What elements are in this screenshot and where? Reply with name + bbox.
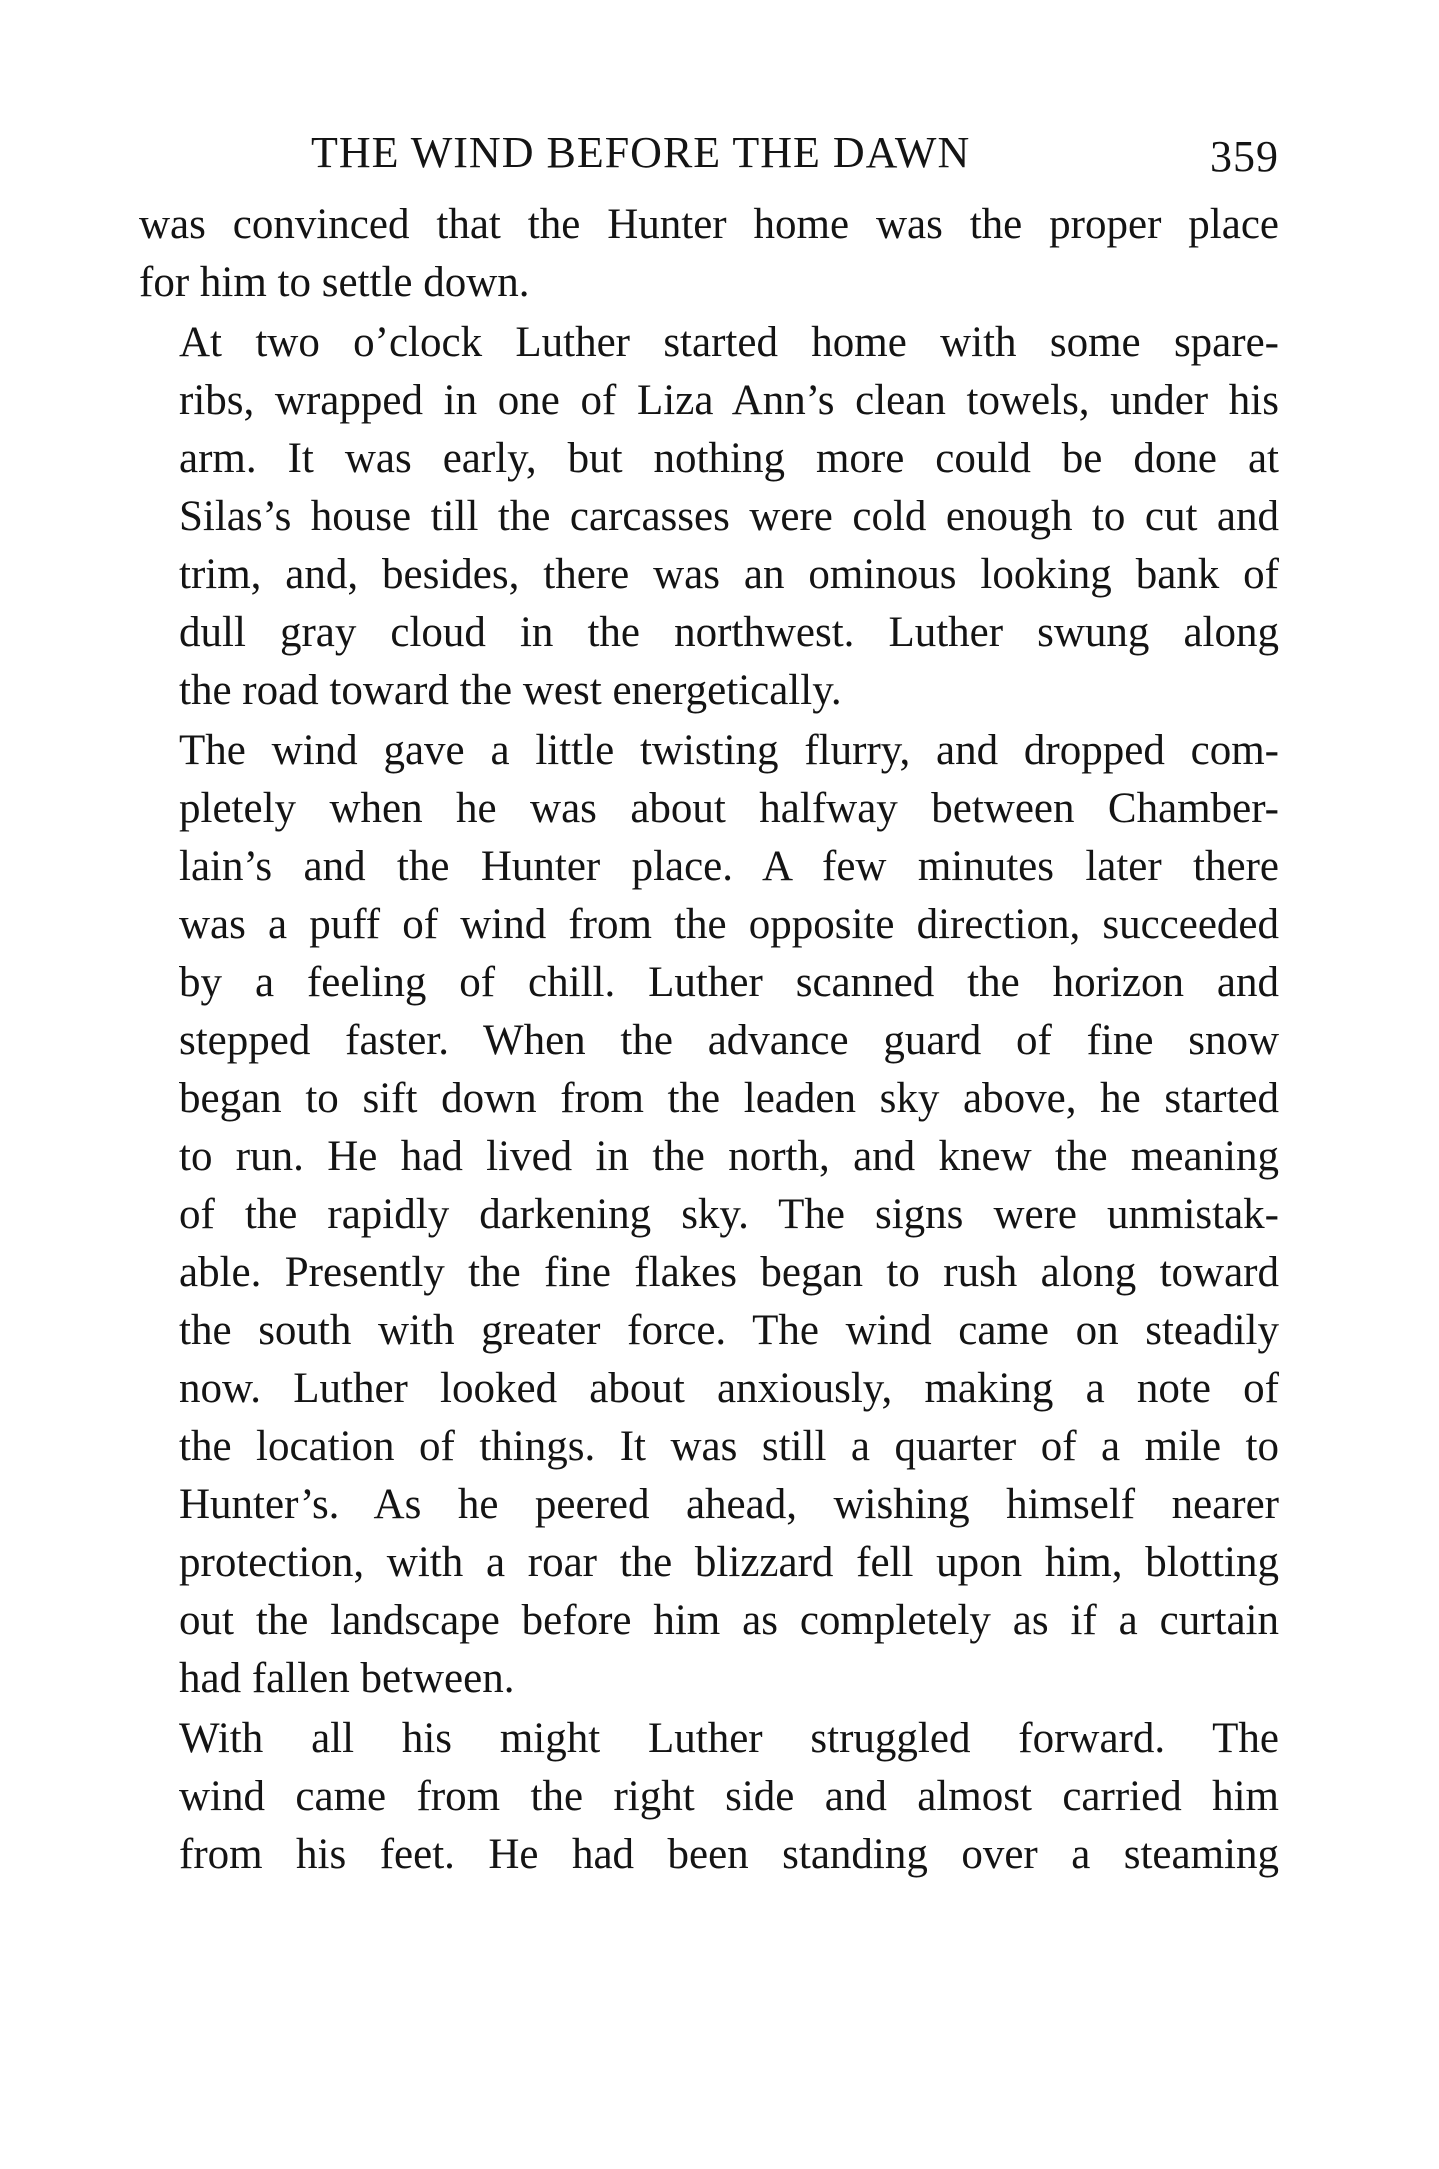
text-line: the location of things. It was still a quarter of a mile to: [179, 1423, 1279, 1470]
paragraph: [139, 196, 1279, 312]
text-line: to run. He had lived in the north, and knew the meaning: [179, 1133, 1279, 1180]
text-line: was a puff of wind from the opposite direction, succeeded: [179, 901, 1279, 948]
text-line: dull gray cloud in the northwest. Luther swung along: [179, 609, 1279, 656]
text-line: of the rapidly darkening sky. The signs were unmistak-: [179, 1191, 1279, 1238]
body-text: [139, 196, 1279, 1884]
text-line: the road toward the west energetically.: [179, 667, 842, 714]
text-line: At two o’clock Luther started home with some spare-: [179, 319, 1279, 366]
text-line: now. Luther looked about anxiously, making a note of: [179, 1365, 1279, 1412]
text-line: out the landscape before him as completely as if a curtain: [179, 1597, 1279, 1644]
text-line: stepped faster. When the advance guard of fine snow: [179, 1017, 1279, 1064]
text-line: began to sift down from the leaden sky above, he started: [179, 1075, 1279, 1122]
running-title: THE WIND BEFORE THE DAWN: [311, 128, 971, 177]
text-line: the south with greater force. The wind came on steadily: [179, 1307, 1279, 1354]
book-page: [139, 118, 1279, 1884]
paragraph: [139, 1710, 1279, 1884]
text-line: arm. It was early, but nothing more could be done at: [179, 435, 1279, 482]
paragraph: [139, 314, 1279, 720]
text-line: from his feet. He had been standing over a steaming: [179, 1831, 1279, 1878]
text-line: wind came from the right side and almost carried him: [179, 1773, 1279, 1820]
text-line: was convinced that the Hunter home was the proper place: [139, 201, 1279, 248]
text-line: Silas’s house till the carcasses were cold enough to cut and: [179, 493, 1279, 540]
page-number: 359: [1210, 132, 1279, 181]
text-line: ribs, wrapped in one of Liza Ann’s clean towels, under his: [179, 377, 1279, 424]
text-line: by a feeling of chill. Luther scanned the horizon and: [179, 959, 1279, 1006]
paragraph: [139, 722, 1279, 1708]
text-line: The wind gave a little twisting flurry, and dropped com-: [179, 727, 1279, 774]
text-line: protection, with a roar the blizzard fell upon him, blotting: [179, 1539, 1279, 1586]
text-line: for him to settle down.: [139, 259, 530, 306]
text-line: lain’s and the Hunter place. A few minutes later there: [179, 843, 1279, 890]
text-line: trim, and, besides, there was an ominous looking bank of: [179, 551, 1279, 598]
text-line: With all his might Luther struggled forward. The: [179, 1715, 1279, 1762]
running-head: [139, 118, 1279, 188]
text-line: able. Presently the fine flakes began to rush along toward: [179, 1249, 1279, 1296]
text-line: had fallen between.: [179, 1655, 515, 1702]
text-line: pletely when he was about halfway between Chamber-: [179, 785, 1279, 832]
text-line: Hunter’s. As he peered ahead, wishing himself nearer: [179, 1481, 1279, 1528]
